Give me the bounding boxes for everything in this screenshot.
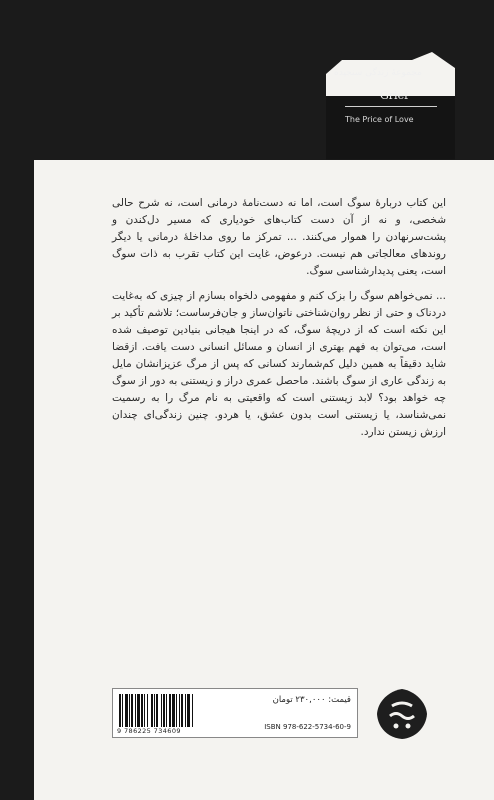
barcode xyxy=(117,694,229,727)
english-subtitle: The Price of Love xyxy=(345,115,414,124)
english-title: Grief xyxy=(380,89,409,102)
blurb-paragraph-1: این کتاب دربارهٔ سوگ است، اما نه دست‌نامهٔ درمانی است، نه شرح حالی شخصی، و نه از آن دست کتاب‌های خودیاری که مسیر دل‌کندن و پشت‌سرنهادن را هموار می‌کنند. ... تمرکز ما روی مداخلهٔ درمانی یا دیگر روندهای معالجاتی هم نیست. درعوض، غایت این کتاب تقرب به ذات سوگ است، یعنی پدیدارشناسی سوگ. xyxy=(112,197,446,277)
barcode-bar xyxy=(161,694,162,727)
barcode-bar xyxy=(185,694,186,727)
blurb-paragraph-2: ... نمی‌خواهم سوگ را بزک کنم و مفهومی دلخواه بسازم از چیزی که به‌غایت دردناک و حتی از نظر روان‌شناختی ناتوان‌ساز و جان‌فرساست؛ تلاشم تأکید بر این نکته است که از دریچهٔ سوگ، که در اینجا هیجانی بنیادین توصیف شده است، می‌توان به فهم بهتری از انسان و مسائل انسانی دست یافت. ازقضا شاید دقیقاً به همین دلیل کم‌شمارند کسانی که پس از مرگ عزیزانشان مایل به زندگی عاری از سوگ باشند. ماحصل عمری دراز و زیستنی به دور از سوگ چه خواهد بود؟ لابد زیستنی است که واقعیتی به نام مرگ را به رسمیت نمی‌شناسد، یا زیستنی است بدون عشق، یا هردو. چنین زندگی‌ای چندان ارزش زیستن ندارد. xyxy=(112,290,446,438)
price-label: قیمت: ۲۳۰,۰۰۰ تومان xyxy=(272,695,351,705)
title-underline xyxy=(345,106,437,107)
barcode-bar xyxy=(129,694,130,727)
barcode-bar xyxy=(181,694,183,727)
barcode-bar xyxy=(144,694,145,727)
barcode-bar xyxy=(187,694,190,727)
barcode-bar xyxy=(151,694,153,727)
barcode-bar xyxy=(135,694,136,727)
barcode-bar xyxy=(169,694,171,727)
series-label: مجموعهٔ زندگی سنجیده xyxy=(334,68,422,78)
barcode-bar xyxy=(163,694,165,727)
barcode-bar xyxy=(137,694,140,727)
barcode-bar xyxy=(166,694,167,727)
barcode-bar xyxy=(179,694,180,727)
barcode-bar xyxy=(192,694,193,727)
barcode-bar xyxy=(122,694,123,727)
barcode-bar xyxy=(119,694,121,727)
barcode-bar xyxy=(172,694,175,727)
barcode-bar xyxy=(141,694,143,727)
cover-top-graphic xyxy=(0,0,494,160)
blurb-text xyxy=(112,195,446,449)
barcode-bar xyxy=(131,694,133,727)
barcode-bar xyxy=(154,694,155,727)
publisher-logo-icon xyxy=(374,686,430,742)
isbn-label: ISBN 978-622-5734-60-9 xyxy=(264,723,351,731)
barcode-bar xyxy=(176,694,177,727)
barcode-bar xyxy=(147,694,148,727)
barcode-box xyxy=(112,688,358,738)
barcode-bar xyxy=(156,694,158,727)
barcode-number: 9 786225 734609 xyxy=(117,727,181,735)
barcode-bar xyxy=(125,694,128,727)
